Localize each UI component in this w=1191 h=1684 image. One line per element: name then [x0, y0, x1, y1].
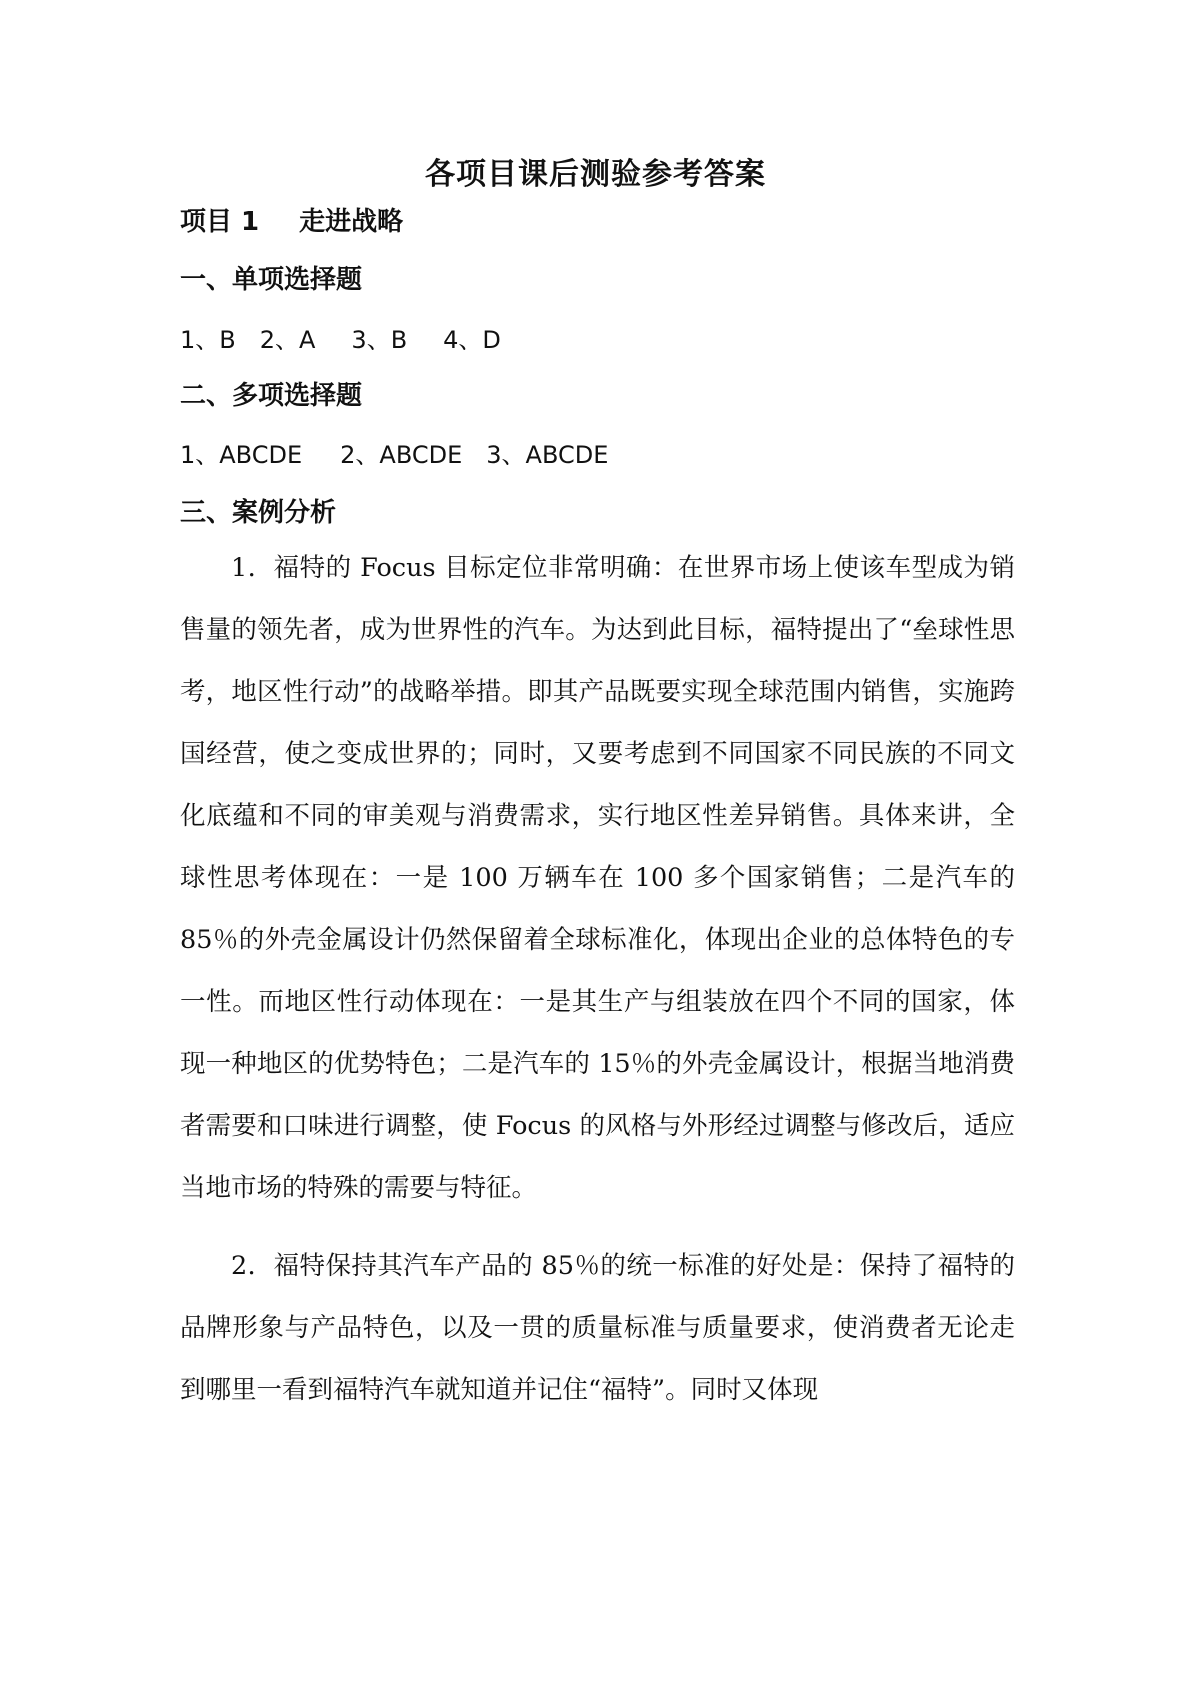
case-analysis-paragraph-2: 2．福特保持其汽车产品的 85％的统一标准的好处是：保持了福特的品牌形象与产品特色，以及一贯的质量标准与质量要求，使消费者无论走到哪里一看到福特汽车就知道并记住“福特”。同时又体现 — [180, 1251, 1015, 1405]
case-analysis-paragraph-1: 1．福特的 Focus 目标定位非常明确：在世界市场上使该车型成为销售量的领先者，成为世界性的汽车。为达到此目标，福特提出了“垒球性思考，地区性行动”的战略举措。即其产品既要实现全球范围内销售，实施跨国经营，使之变成世界的；同时，又要考虑到不同国家不同民族的不同文化底蕴和不同的审美观与消费需求，实行地区性差异销售。具体来讲，全球性思考体现在：一是 100 万辆车在 100 多个国家销售；二是汽车的 85％的外壳金属设计仍然保留着全球标准化，体现出企业的总体特色的专一性。而地区性行动体现在：一是其生产与组装放在四个不同的国家，体现一种地区的优势特色；二是汽车的 15％的外壳金属设计，根据当地消费者需要和口味进行调整，使 Focus 的风格与外形经过调整与修改后，适应当地市场的特殊的需要与特征。 — [180, 553, 1015, 1203]
single-choice-answers — [180, 322, 501, 358]
single-choice-heading: 一、单项选择题 — [180, 265, 363, 295]
multiple-choice-answers — [180, 437, 608, 473]
project-number: 项目 1 — [180, 207, 260, 237]
document-title: 各项目课后测验参考答案 — [425, 157, 766, 192]
answer-item: 4、D — [443, 326, 501, 354]
answer-item: 2、ABCDE — [340, 441, 463, 469]
case-analysis-heading: 三、案例分析 — [180, 498, 337, 528]
answer-item: 3、B — [351, 326, 408, 354]
answer-item: 1、B — [180, 326, 236, 354]
project-heading — [180, 204, 403, 240]
answer-item: 2、A — [259, 326, 316, 354]
project-name: 走进战略 — [299, 207, 404, 237]
answer-item: 1、ABCDE — [180, 441, 303, 469]
multiple-choice-heading: 二、多项选择题 — [180, 381, 363, 411]
answer-item: 3、ABCDE — [486, 441, 609, 469]
